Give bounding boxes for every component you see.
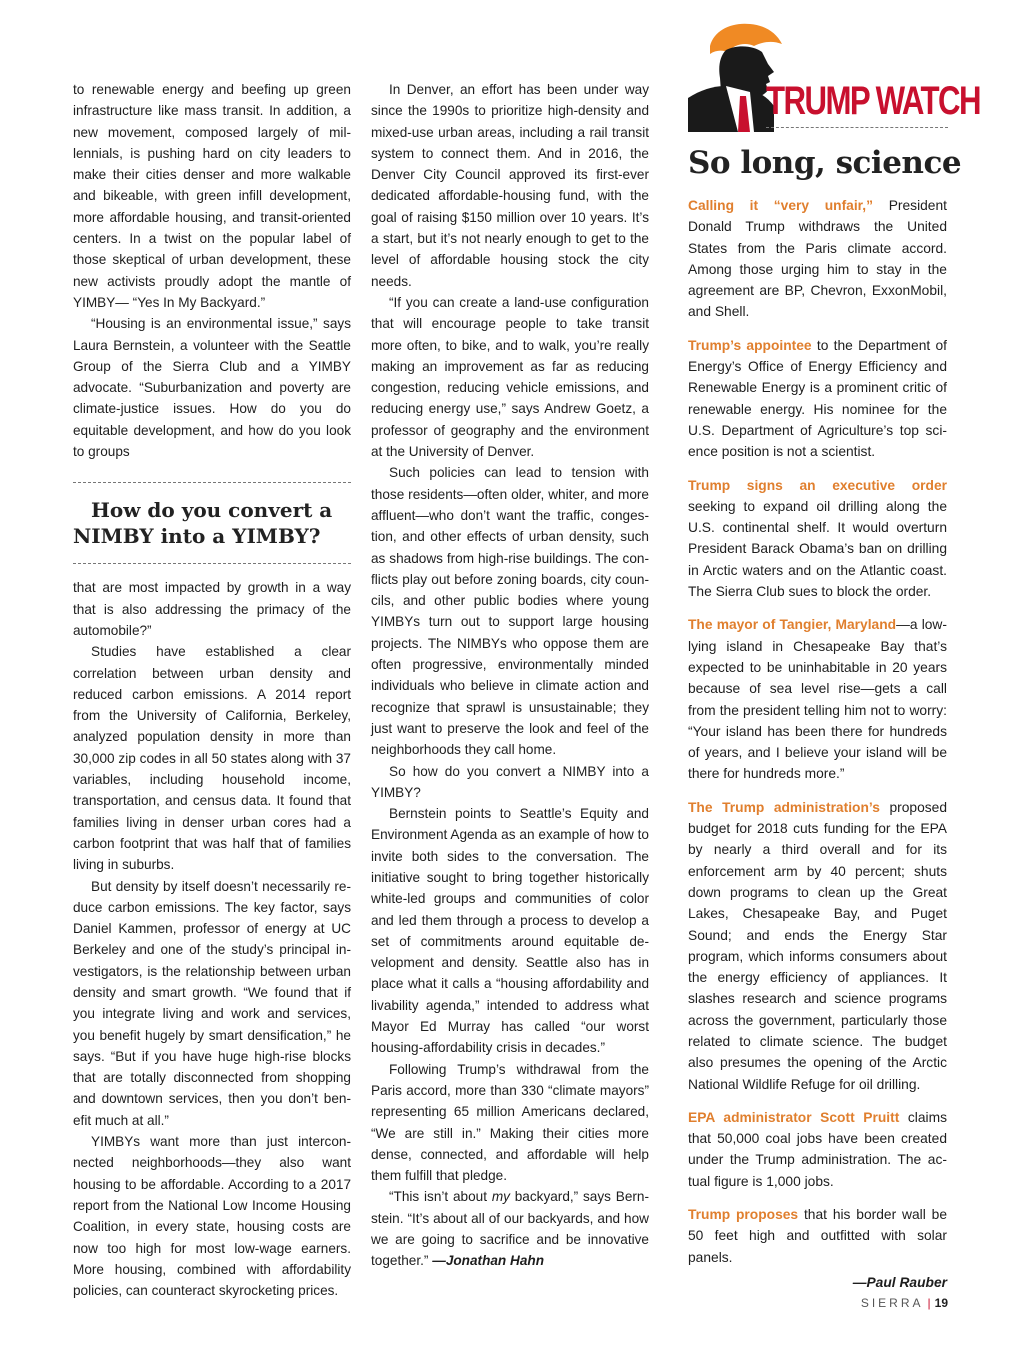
item-lead: Trump signs an executive order bbox=[688, 477, 947, 493]
article-column-1 bbox=[73, 79, 351, 1301]
divider bbox=[766, 127, 948, 128]
pull-quote: How do you convert a NIMBY into a YIMBY? bbox=[73, 498, 333, 549]
paragraph: “This isn’t about my backyard,” says Bernstein. “It’s about all of our backyards, and how we are going to sacrifice and be innovative together.” —Jonathan Hahn bbox=[371, 1189, 649, 1269]
sidebar-item: Trump’s appointee to the Department of Energy’s Office of Energy Efficiency and Renewable Energy is a prominent critic of renewable energy. His nominee for the U.S. Department of Agriculture’s top science position is not a scientist. bbox=[688, 337, 947, 460]
sidebar-item: The mayor of Tangier, Maryland—a low-lying island in Chesapeake Bay that’s expected to be uninhabitable in 20 years because of sea level rise—gets a call from the president telling him not to worry: “Your island has been there for hundreds of years, and I believe your island will be there for hundreds more.” bbox=[688, 617, 947, 782]
paragraph: Such policies can lead to tension with those residents—often older, whiter, and more affluent—who don’t want the traffic, congestion, and other effects of urban density, such as shadows from high-rise buildings. The conflicts play out before zoning boards, city councils, and other public bodies where young YIMBYs turn out to support large housing projects. The NIMBYs who oppose them are often progressive, environmentally minded individuals who believe in climate action and recognize that sprawl is unsustainable; they just want to preserve the look and feel of the neighborhoods they call home. bbox=[371, 465, 649, 758]
page-footer bbox=[861, 1296, 948, 1310]
page-number: 19 bbox=[934, 1296, 948, 1310]
sidebar-item: The Trump administration’s proposed budget for 2018 cuts funding for the EPA by nearly a third overall and for its enforcement arm by 40 percent; shuts down programs to clean up the Great Lakes, Chesapeake Bay, and Puget Sound; and ends the Energy Star program, which informs consumers about the energy efficiency of appliances. It slashes research and science programs across the government, particularly those related to climate science. The budget also presumes the opening of the Arctic National Wildlife Refuge for oil drilling. bbox=[688, 799, 947, 1092]
paragraph: Studies have established a clear correlation between urban density and reduced carbon emissions. A 2014 report from the University of California, Berkeley, analyzed population density in more than 30,000 zip codes in all 50 states along with 37 variables, including household income, transportation, and census data. It found that families living in denser urban cores had a carbon footprint that was half that of families living in suburbs. bbox=[73, 644, 351, 873]
sidebar-item: Trump proposes that his border wall be 50 feet high and outfitted with solar panels. bbox=[688, 1207, 947, 1265]
sidebar-item: Trump signs an executive order seeking to expand oil drilling along the U.S. continental shelf. It would overturn President Barack Obama’s ban on drilling in Arctic waters and on the Atlantic coast. The Sierra Club sues to block the order. bbox=[688, 477, 947, 600]
trump-watch-column bbox=[688, 195, 947, 1293]
section-badge: TRUMP WATCH bbox=[766, 79, 980, 123]
magazine-name: SIERRA bbox=[860, 1296, 924, 1310]
sidebar-item: Calling it “very unfair,” President Donald Trump withdraws the United States from the Paris climate accord. Among those urging him to stay in the agreement are BP, Chevron, ExxonMobil, and Shell. bbox=[688, 198, 947, 320]
sidebar-title: So long, science bbox=[688, 145, 962, 181]
byline: —Paul Rauber bbox=[852, 1274, 947, 1290]
item-lead: Calling it “very unfair,” bbox=[688, 198, 874, 213]
paragraph: “Housing is an environmental issue,” says Laura Bernstein, a volunteer with the Seattle Group of the Sierra Club and a YIMBY advocate. “Suburbanization and poverty are climate-justice issues. How do you do equitable development, and how do you look to groups bbox=[73, 316, 351, 460]
article-column-2 bbox=[371, 79, 649, 1272]
paragraph: “If you can create a land-use configuration that will encourage people to take transit more often, to bike, and to walk, you’re really making an improvement as far as reducing congestion, reducing vehicle emissions, and reducing energy use,” says Andrew Goetz, a professor of geography and the environment at the University of Denver. bbox=[371, 294, 649, 460]
sidebar-item: EPA administrator Scott Pruitt claims that 50,000 coal jobs have been created under the Trump administration. The actual figure is 1,000 jobs. bbox=[688, 1109, 947, 1189]
paragraph: to renewable energy and beefing up green infrastructure like mass transit. In addition, a new movement, composed largely of millennials, is pushing hard on city leaders to make their cities denser and more walkable and bikeable, with green infill development, more affordable housing, and transit-oriented centers. In a twist on the popular label of those skeptical of urban development, these new activists proudly adopt the mantle of YIMBY— “Yes In My Backyard.” bbox=[73, 82, 351, 310]
item-lead: EPA administrator Scott Pruitt bbox=[688, 1109, 900, 1125]
item-lead: The Trump administration’s bbox=[688, 799, 880, 815]
item-lead: The mayor of Tangier, Maryland bbox=[688, 617, 897, 633]
paragraph: that are most impacted by growth in a way that is also addressing the primacy of the automobile?” bbox=[73, 580, 351, 638]
paragraph: So how do you convert a NIMBY into a YIMBY? bbox=[371, 763, 649, 800]
byline: —Jonathan Hahn bbox=[432, 1253, 544, 1269]
paragraph: But density by itself doesn’t necessarily reduce carbon emissions. The key factor, says Daniel Kammen, professor of energy at UC Berkeley and one of the study’s principal investigators, is the relationship between urban density and smart growth. “We found that if you integrate living and work and services, you benefit hugely by smart densification,” he says. “But if you have huge high-rise blocks that are totally disconnected from shopping and downtown services, then you don’t benefit much at all.” bbox=[73, 878, 351, 1128]
paragraph: Bernstein points to Seattle’s Equity and Environment Agenda as an example of how to invite both sides to the conversation. The initiative sought to bring together historically white-led groups and communities of color and led them through a process to develop a set of commitments around equitable development and density. Seattle also has in place what it calls a “housing affordability and livability agenda,” intended to address what Mayor Ed Murray has called “our worst housing-affordability crisis in decades.” bbox=[371, 806, 649, 1056]
item-lead: Trump proposes bbox=[688, 1207, 799, 1223]
footer-separator: | bbox=[927, 1296, 931, 1310]
paragraph: In Denver, an effort has been under way since the 1990s to prioritize high-density and mixed-use urban areas, including a rail transit system to connect them. And in 2016, the Denver City Council approved its first-ever dedicated affordable-housing fund, with the goal of raising $150 million over 10 years. It’s a start, but it’s not nearly enough to get to the level of affordable housing stock the city needs. bbox=[371, 82, 649, 289]
item-lead: Trump’s appointee bbox=[688, 337, 812, 353]
paragraph: Following Trump’s withdrawal from the Paris accord, more than 330 “climate mayors” representing 65 million Americans declared, “We are still in.” Making their cities more dense, connected, and affordable will help them fulfill that pledge. bbox=[371, 1061, 649, 1184]
paragraph: YIMBYs want more than just interconnected neighborhoods—they also want housing to be affordable. According to a 2017 report from the National Low Income Housing Coalition, in every state, housing costs are now too high for most low-wage earners. More housing, combined with affordability policies, can counteract skyrocketing prices. bbox=[73, 1134, 351, 1299]
